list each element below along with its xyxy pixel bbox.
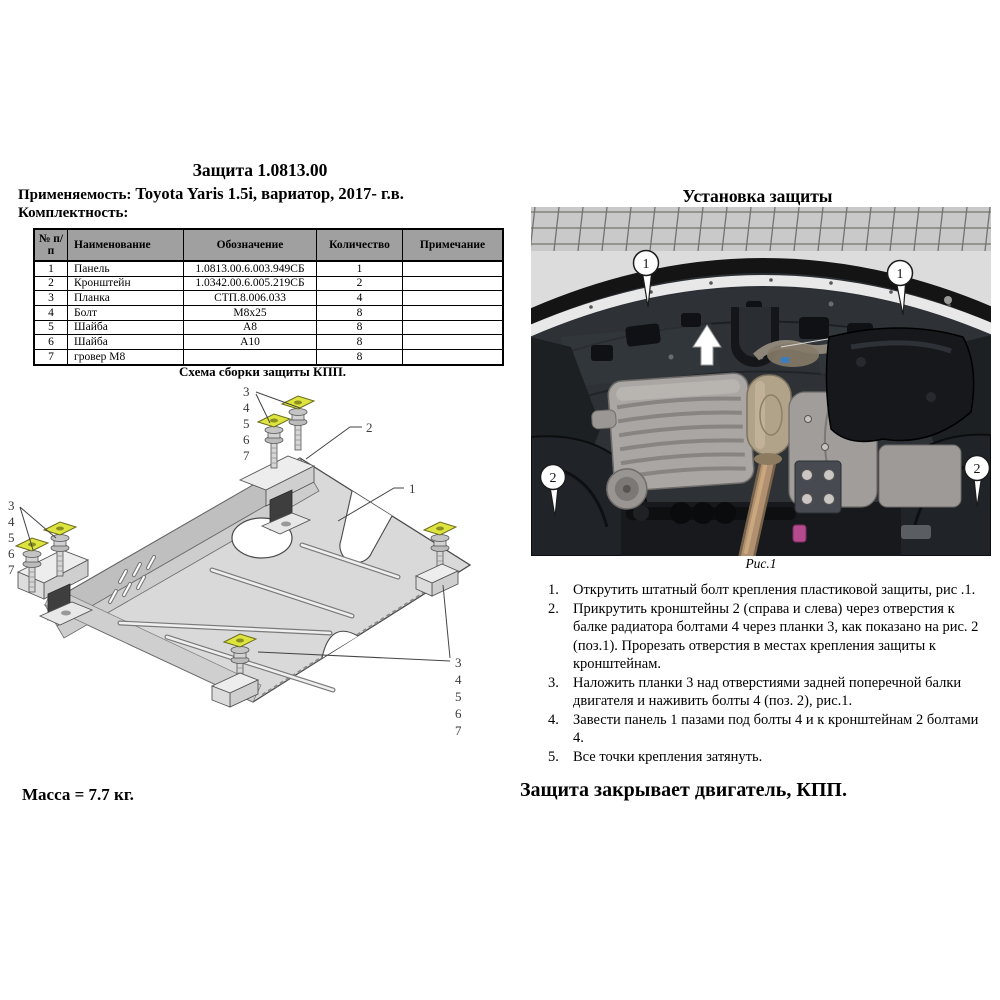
cell: Планка — [68, 291, 184, 306]
instructions-list — [548, 581, 984, 766]
cell: 6 — [34, 335, 68, 350]
cell: 1.0342.00.6.005.219СБ — [184, 276, 317, 291]
parts-table-header — [34, 229, 503, 261]
table-row — [34, 320, 503, 335]
header-cell: Обозначение — [184, 229, 317, 261]
list-item — [548, 674, 984, 711]
applicability-line — [18, 184, 498, 204]
cell: 8 — [317, 320, 403, 335]
callout-number: 6 — [455, 706, 462, 721]
cell: 2 — [317, 276, 403, 291]
table-row — [34, 335, 503, 350]
cell — [184, 350, 317, 365]
cell: Болт — [68, 306, 184, 321]
installation-photo — [531, 207, 991, 556]
cell: 4 — [34, 306, 68, 321]
item-text: Открутить штатный болт крепления пластиковой защиты, рис .1. — [573, 582, 976, 598]
pink-connector — [793, 525, 806, 542]
callout-number: 7 — [455, 723, 462, 738]
kit-label: Комплектность: — [18, 205, 129, 221]
table-row — [34, 261, 503, 276]
cell: СТП.8.006.033 — [184, 291, 317, 306]
cell: Шайба — [68, 335, 184, 350]
mount-bracket — [795, 461, 841, 513]
callout-number: 2 — [973, 462, 981, 477]
bracket-assembly-left — [16, 522, 92, 625]
table-row — [34, 306, 503, 321]
callout-number: 2 — [549, 471, 557, 486]
header-cell: Примечание — [403, 229, 504, 261]
table-row — [34, 291, 503, 306]
cell: Шайба — [68, 320, 184, 335]
callout-number: 6 — [243, 432, 250, 447]
callout-number: 4 — [455, 672, 462, 687]
cell: Панель — [68, 261, 184, 276]
page-title: Защита 1.0813.00 — [192, 160, 328, 180]
cell: А8 — [184, 320, 317, 335]
table-row — [34, 276, 503, 291]
cell: 2 — [34, 276, 68, 291]
cell — [403, 350, 504, 365]
cell — [403, 335, 504, 350]
header-cell: Количество — [317, 229, 403, 261]
list-item — [548, 711, 984, 748]
assembly-diagram — [0, 380, 500, 765]
assembly-diagram-caption: Схема сборки защиты КПП. — [179, 364, 346, 379]
bracket-callout-label: 2 — [366, 420, 373, 435]
cell — [403, 276, 504, 291]
item-number: 3. — [548, 674, 559, 691]
applicability-label: Применяемость: — [18, 187, 132, 203]
cell: гровер М8 — [68, 350, 184, 365]
header-cell: Наименование — [68, 229, 184, 261]
callout-number: 4 — [8, 514, 15, 529]
cell — [403, 261, 504, 276]
list-item — [548, 581, 984, 600]
diagram-callout-stack-top — [243, 384, 250, 463]
header-cell: № п/п — [34, 229, 68, 261]
cell: 8 — [317, 335, 403, 350]
item-number: 4. — [548, 711, 559, 728]
cell: 3 — [34, 291, 68, 306]
cell: 8 — [317, 306, 403, 321]
callout-number: 1 — [896, 267, 904, 282]
diagram-callout-stack-bottom-right — [455, 655, 462, 738]
item-number: 1. — [548, 582, 559, 598]
cell — [403, 306, 504, 321]
callout-number: 3 — [455, 655, 462, 670]
protection-panel-drawing — [45, 458, 470, 702]
cell: 4 — [317, 291, 403, 306]
item-number: 5. — [548, 748, 559, 765]
cell — [403, 320, 504, 335]
item-text: Прикрутить кронштейны 2 (справа и слева) через отверстия к балке радиатора болтами 4 через планки 3, как показано на рис. 2 (поз.1). Прорезать отверстия в местах крепления защиты к кронштейнам. — [573, 600, 979, 672]
install-title: Установка защиты — [682, 186, 833, 206]
callout-number: 7 — [8, 562, 15, 577]
callout-number: 6 — [8, 546, 15, 561]
callout-number: 4 — [243, 400, 250, 415]
callout-number: 7 — [243, 448, 250, 463]
applicability-value: Toyota Yaris 1.5i, вариатор, 2017- г.в. — [135, 184, 404, 203]
list-item — [548, 748, 984, 767]
cell: Кронштейн — [68, 276, 184, 291]
cell: 7 — [34, 350, 68, 365]
callout-number: 5 — [8, 530, 15, 545]
cell: 1.0813.00.6.003.949СБ — [184, 261, 317, 276]
diagram-callout-stack-left — [8, 498, 15, 577]
grid-floor — [531, 207, 991, 251]
cell: 1 — [34, 261, 68, 276]
table-row — [34, 350, 503, 365]
callout-number: 1 — [642, 257, 650, 272]
summary-line: Защита закрывает двигатель, КПП. — [520, 779, 847, 801]
callout-number: 5 — [243, 416, 250, 431]
item-number: 2. — [548, 600, 559, 617]
figure-caption: Рис.1 — [745, 556, 777, 571]
cell — [403, 291, 504, 306]
cell: 8 — [317, 350, 403, 365]
cell: 1 — [317, 261, 403, 276]
item-text: Все точки крепления затянуть. — [573, 748, 763, 765]
cell: А10 — [184, 335, 317, 350]
list-item — [548, 600, 984, 674]
callout-number: 3 — [8, 498, 15, 513]
item-text: Наложить планки 3 над отверстиями задней поперечной балки двигателя и наживить болты 4 (поз. 2), рис.1. — [573, 674, 962, 709]
cell: М8х25 — [184, 306, 317, 321]
mass-line: Масса = 7.7 кг. — [22, 785, 134, 804]
cell: 5 — [34, 320, 68, 335]
panel-callout-label: 1 — [409, 481, 416, 496]
item-text: Завести панель 1 пазами под болты 4 и к кронштейнам 2 болтами 4. — [573, 711, 979, 746]
callout-number: 3 — [243, 384, 250, 399]
parts-table — [33, 228, 504, 366]
callout-number: 5 — [455, 689, 462, 704]
